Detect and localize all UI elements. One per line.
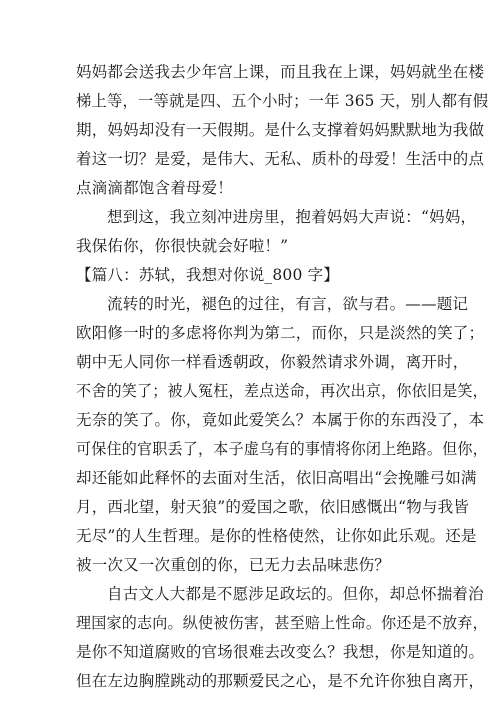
text-line: 点滴滴都饱含着母爱！ [76, 179, 234, 197]
text-line: 期，妈妈却没有一天假期。是什么支撑着妈妈默默地为我做 [76, 121, 485, 139]
text-line: 自古文人大都是不愿涉足政坛的。但你，却总怀揣着治 [107, 585, 484, 603]
text-line: 梯上等，一等就是四、五个小时；一年 365 天，别人都有假 [76, 92, 489, 110]
text-line: 是你不知道腐败的官场很难去改变么？我想，你是知道的。 [76, 643, 485, 661]
text-line: 无尽”的人生哲理。是你的性格使然，让你如此乐观。还是 [76, 527, 477, 545]
text-line: 欧阳修一时的多虑将你判为第二，而你，只是淡然的笑了； [76, 324, 485, 342]
text-line: 理国家的志向。纵使被伤害，甚至赔上性命。你还是不放弃， [76, 614, 488, 632]
text-line: 朝中无人同你一样看透朝政，你毅然请求外调，离开时， [76, 353, 469, 371]
text-line: 着这一切？是爱，是伟大、无私、质朴的母爱！生活中的点 [76, 150, 485, 168]
text-line: 无奈的笑了。你，竟如此爱笑么？本属于你的东西没了，本 [76, 411, 485, 429]
text-line: 月，西北望，射天狼”的爱国之歌，依旧感慨出“物与我皆 [76, 498, 470, 516]
text-line: 被一次又一次重创的你，已无力去品味悲伤？ [76, 556, 391, 574]
text-line: 却还能如此释怀的去面对生活，依旧高唱出“会挽雕弓如满 [76, 469, 477, 487]
epigraph: 流转的时光，褪色的过往，有言，欲与君。——题记 [107, 295, 469, 313]
text-line: 不舍的笑了；被人冤枉，差点送命，再次出京，你依旧是笑， [76, 382, 488, 400]
text-line: 我保佑你，你很快就会好啦！” [76, 237, 289, 255]
text-line: 可保住的官职丢了，本子虚乌有的事情将你闭上绝路。但你， [76, 440, 488, 458]
text-line: 但在左边胸膛跳动的那颗爱民之心，是不允许你独自离开， [76, 672, 485, 690]
text-line: 妈妈都会送我去少年宫上课，而且我在上课，妈妈就坐在楼 [76, 63, 485, 81]
section-heading: 【篇八：苏轼，我想对你说_800 字】 [76, 266, 340, 284]
text-line: 想到这，我立刻冲进房里，抱着妈妈大声说：“妈妈， [107, 208, 477, 226]
